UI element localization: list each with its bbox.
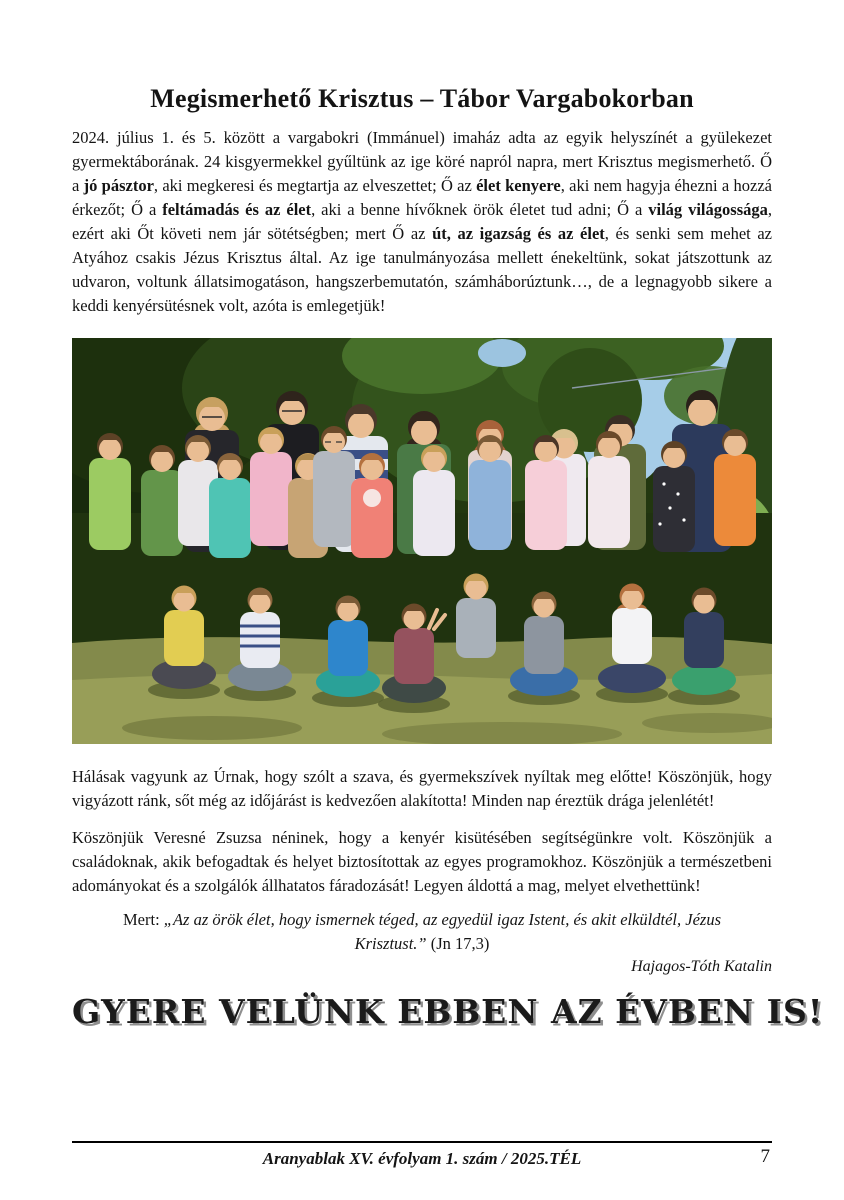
footer-issue-label: Aranyablak XV. évfolyam 1. szám / 2025.TÉL bbox=[262, 1149, 582, 1168]
article-paragraph-2: Hálásak vagyunk az Úrnak, hogy szólt a szava, és gyermekszívek nyíltak meg előtte! Köszönjük, hogy vigyázott ránk, sőt még az időjárást is kedvezően alakította! Minden nap éreztük drága jelenlétét! bbox=[72, 767, 772, 810]
camp-group-photo bbox=[72, 338, 772, 744]
article-paragraph-3: Köszönjük Veresné Zsuzsa néninek, hogy a kenyér kisütésében segítségünkre volt. Köszönjük a családoknak, akik befogadtak és helyet biztosítottak az egyes programokhoz. Köszönjük a természetbeni adományokat és a szolgálók állhatatos fáradozását! Legyen áldottá a mag, melyet elvethettünk! bbox=[72, 828, 772, 895]
article-paragraph-1: 2024. július 1. és 5. között a vargabokri (Immánuel) imaház adta az egyik helyszínét a gyülekezet gyermektáborának. 24 kisgyermekkel gyűltünk az ige köré napról napra, mert Krisztus megismerhető. Ő a jó pásztor, aki megkeresi és megtartja az elveszettet; Ő az élet kenyere, aki nem hagyja éhezni a hozzá érkezőt; Ő a feltámadás és az élet, aki a benne hívőknek örök életet tud adni; Ő a világ világossága, ezért aki Őt követi nem jár sötétségben; mert Ő az út, az igazság és az élet, és senki sem mehet az Atyához csakis Jézus Krisztus által. Az ige tanulmányozása mellett énekeltünk, sokat játszottunk az udvaron, voltunk állatsimogatáson, hangszerbemutatón, számháborúztunk…, de a legnagyobb sikere a keddi kenyérsütésnek volt, azóta is emlegetjük! bbox=[72, 128, 772, 315]
camp-group-photo-illustration bbox=[72, 338, 772, 744]
article-column bbox=[72, 0, 824, 1031]
scripture-quote: Mert: „Az az örök élet, hogy ismernek téged, az egyedül igaz Istent, és akit elküldtél, Jézus Krisztust.” (Jn 17,3) bbox=[123, 910, 721, 953]
page-number: 7 bbox=[760, 1146, 770, 1167]
author-byline: Hajagos-Tóth Katalin bbox=[631, 958, 772, 975]
invitation-banner: GYERE VELÜNK EBBEN AZ ÉVBEN IS! bbox=[72, 992, 824, 1031]
article-title: Megismerhető Krisztus – Tábor Vargabokorban bbox=[150, 84, 694, 113]
footer-divider bbox=[72, 1141, 772, 1143]
